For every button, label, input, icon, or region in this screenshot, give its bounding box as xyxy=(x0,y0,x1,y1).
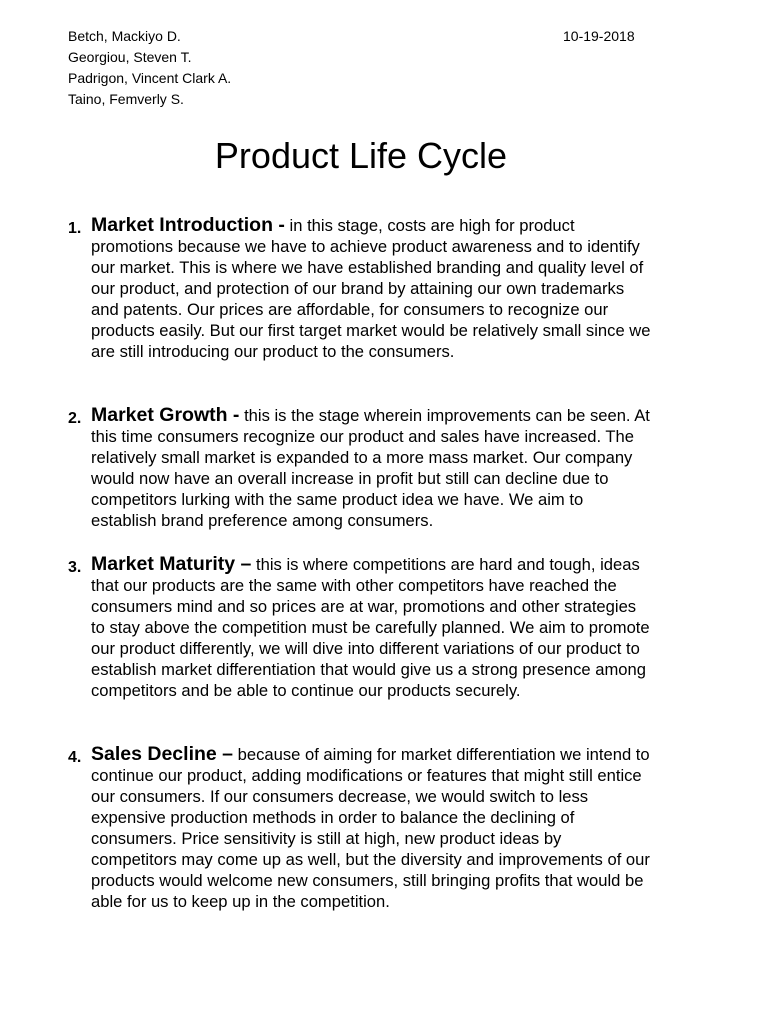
stage-number: 1. xyxy=(68,220,82,237)
stage-description: this is the stage wherein improvements can be seen. At this time consumers recognize our product and sales have increased. The relatively small market is expanded to a more mass market. Our company would now have an overall increase in profit but still can decline due to competitors lurking with the same product idea we have. We aim to establish brand preference among consumers. xyxy=(91,406,650,530)
stage-description: in this stage, costs are high for product promotions because we have to achieve product awareness and to identify our market. This is where we have established branding and quality level of our product, and protection of our brand by attaining our own trademarks and patents. Our prices are affordable, for consumers to recognize our products easily. But our first target market would be relatively small since we are still introducing our product to the consumers. xyxy=(91,216,651,361)
stage-body xyxy=(91,744,651,912)
stage-body xyxy=(91,554,651,701)
document-date: 10-19-2018 xyxy=(563,28,635,44)
author-name: Georgiou, Steven T. xyxy=(68,49,192,65)
stage-heading: Sales Decline – xyxy=(91,743,234,765)
author-name: Padrigon, Vincent Clark A. xyxy=(68,70,232,86)
stage-number: 2. xyxy=(68,410,82,427)
author-name: Betch, Mackiyo D. xyxy=(68,28,181,44)
stage-number: 3. xyxy=(68,559,82,576)
stage-heading: Market Introduction - xyxy=(91,214,285,236)
stage-description: this is where competitions are hard and tough, ideas that our products are the same with other competitors have reached the consumers mind and so prices are at war, promotions and other strategies to stay above the competition must be carefully planned. We aim to promote our product differently, we will dive into different variations of our product to establish market differentiation that would give us a strong presence among competitors and be able to continue our products securely. xyxy=(91,555,650,700)
stage-number: 4. xyxy=(68,749,82,766)
stage-description: because of aiming for market differentiation we intend to continue our product, adding modifications or features that might still entice our consumers. If our consumers decrease, we would switch to less expensive production methods in order to balance the declining of consumers. Price sensitivity is still at high, new product ideas by competitors may come up as well, but the diversity and improvements of our products would welcome new consumers, still bringing profits that would be able for us to keep up in the competition. xyxy=(91,745,650,911)
stage-body xyxy=(91,215,651,362)
author-name: Taino, Femverly S. xyxy=(68,91,184,107)
stage-body xyxy=(91,405,651,531)
stage-heading: Market Growth - xyxy=(91,404,240,426)
document-title: Product Life Cycle xyxy=(214,135,508,176)
author-list xyxy=(68,26,231,110)
stage-heading: Market Maturity – xyxy=(91,553,252,575)
